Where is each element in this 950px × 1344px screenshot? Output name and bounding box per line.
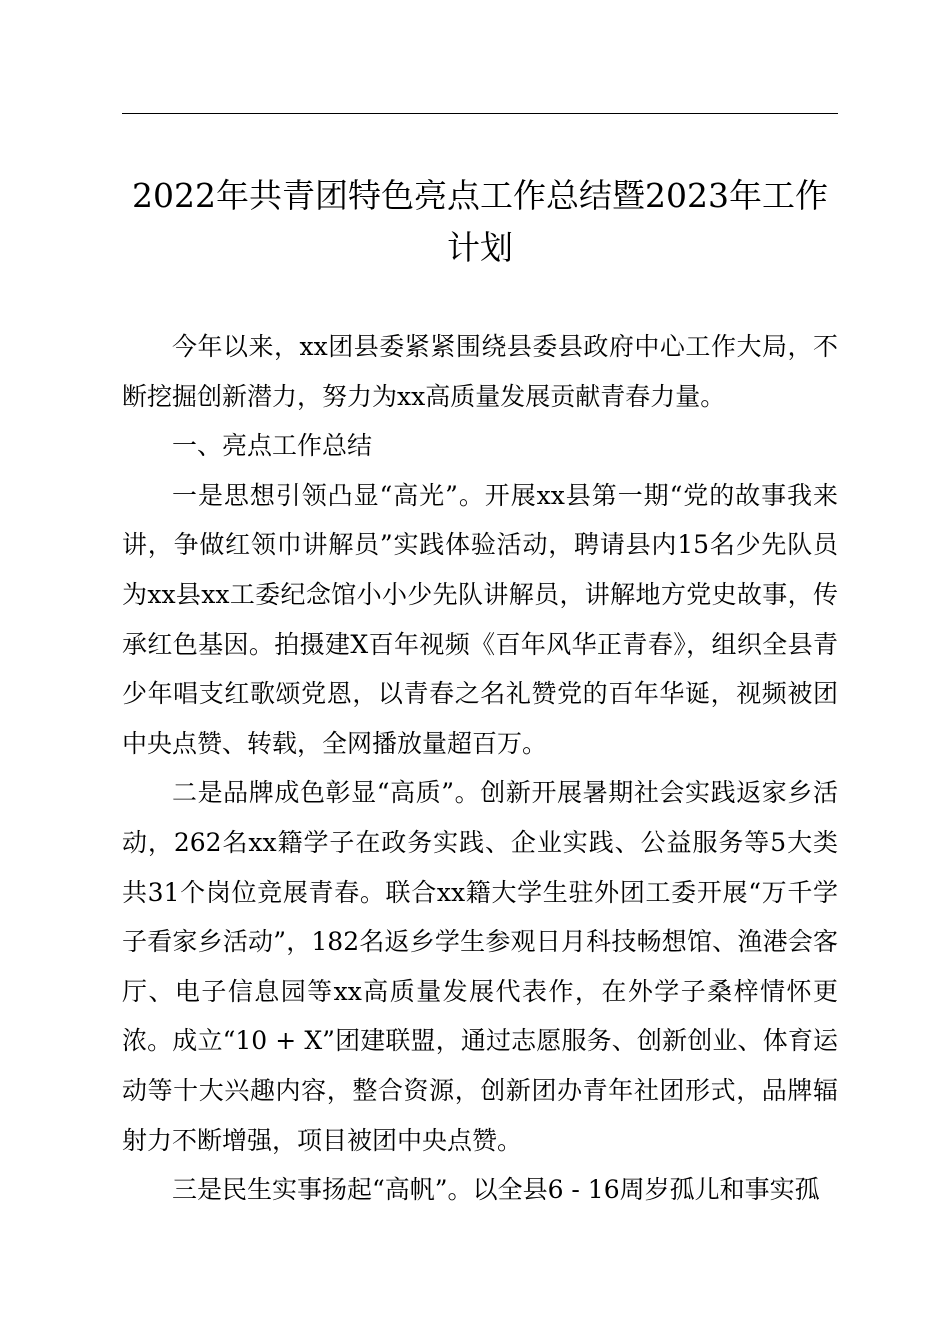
body-paragraph: 一是思想引领凸显“高光”。开展xx县第一期“党的故事我来讲，争做红领巾讲解员”实践体验活动，聘请县内15名少先队员为xx县xx工委纪念馆小小少先队讲解员，讲解地方党史故事，传承红色基因。拍摄建X百年视频《百年风华正青春》，组织全县青少年唱支红歌颂党恩，以青春之名礼赞党的百年华诞，视频被团中央点赞、转载，全网播放量超百万。 — [122, 480, 838, 758]
document-title: 2022年共青团特色亮点工作总结暨2023年工作计划 — [132, 176, 828, 267]
document-body — [122, 322, 838, 1215]
body-paragraph: 二是品牌成色彰显“高质”。创新开展暑期社会实践返家乡活动，262名xx籍学子在政务实践、企业实践、公益服务等5大类共31个岗位竞展青春。联合xx籍大学生驻外团工委开展“万千学子看家乡活动”，182名返乡学生参观日月科技畅想馆、渔港会客厅、电子信息园等xx高质量发展代表作，在外学子桑梓情怀更浓。成立“10 + X”团建联盟，通过志愿服务、创新创业、体育运动等十大兴趣内容，整合资源，创新团办青年社团形式，品牌辐射力不断增强，项目被团中央点赞。 — [122, 778, 838, 1155]
header-rule — [122, 113, 838, 114]
body-paragraph: 三是民生实事扬起“高帆”。以全县6 - 16周岁孤儿和事实孤 — [172, 1175, 820, 1205]
section-heading: 一、亮点工作总结 — [172, 431, 373, 461]
intro-paragraph: 今年以来，xx团县委紧紧围绕县委县政府中心工作大局，不断挖掘创新潜力，努力为xx高质量发展贡献青春力量。 — [122, 332, 838, 411]
